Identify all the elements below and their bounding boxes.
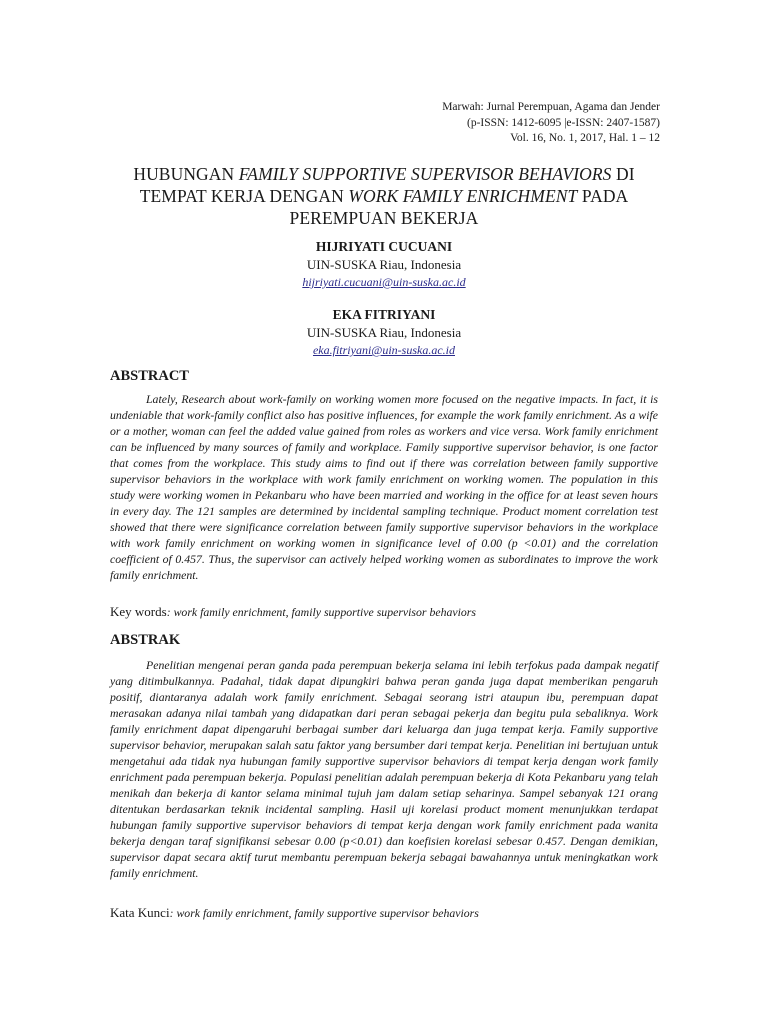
journal-header xyxy=(442,100,660,147)
abstrak-keywords xyxy=(110,904,658,922)
abstrak-heading: ABSTRAK xyxy=(110,632,181,648)
author-affiliation: UIN-SUSKA Riau, Indonesia xyxy=(306,257,462,272)
keywords-text: : work family enrichment, family supportive supervisor behaviors xyxy=(166,605,476,619)
title-part-1: HUBUNGAN xyxy=(133,164,239,184)
author-email[interactable]: hijriyati.cucuani@uin-suska.ac.id xyxy=(302,275,466,289)
abstract-keywords xyxy=(110,603,658,621)
author-1 xyxy=(0,238,768,291)
author-name: HIJRIYATI CUCUANI xyxy=(315,239,453,254)
author-email[interactable]: eka.fitriyani@uin-suska.ac.id xyxy=(312,343,455,357)
title-part-4: WORK FAMILY ENRICHMENT xyxy=(348,186,578,206)
journal-volume: Vol. 16, No. 1, 2017, Hal. 1 – 12 xyxy=(510,132,660,144)
title-part-5: PADA PEREMPUAN BEKERJA xyxy=(289,186,629,228)
title-part-2: FAMILY SUPPORTIVE SUPERVISOR BEHAVIORS xyxy=(238,164,612,184)
author-2 xyxy=(0,306,768,359)
keywords-label: Key words xyxy=(110,604,167,619)
keywords-text: : work family enrichment, family supportive supervisor behaviors xyxy=(169,906,479,920)
keywords-label: Kata Kunci xyxy=(110,905,170,920)
author-affiliation: UIN-SUSKA Riau, Indonesia xyxy=(306,325,462,340)
journal-name: Marwah: Jurnal Perempuan, Agama dan Jender xyxy=(442,101,660,113)
abstrak-text: Penelitian mengenai peran ganda pada perempuan bekerja selama ini lebih terfokus pada dampak negatif yang ditimbulkannya. Padahal, tidak dapat dipungkiri bahwa peran ganda juga dapat memberikan pengaruh positif, diantaranya adalah work family enrichment. Sebagai seorang istri ataupun ibu, perempuan dapat merasakan adanya nilai tambah yang didapatkan dari peran sebagai pekerja dan begitu pula sebaliknya. Work family enrichment dapat dipengaruhi berbagai sumber dari keluarga dan juga tempat kerja. Family supportive supervisor behavior, merupakan salah satu faktor yang bersumber dari tempat kerja. Penelitian ini bertujuan untuk mengetahui ada tidak nya hubungan family supportive supervisor behaviors di tempat kerja dengan work family enrichment pada perempuan bekerja. Populasi penelitian adalah perempuan bekerja di Kota Pekanbaru yang telah menikah dan bekerja di kantor selama minimal tujuh jam dalam setiap seharinya. Sampel sebanyak 121 orang ditentukan berdasarkan teknik incidental sampling. Hasil uji korelasi product moment menunjukkan terdapat hubungan family supportive supervisor behaviors di tempat kerja dengan work family enrichment pada wanita bekerja dengan taraf signifikansi sebesar 0.00 (p<0.01) dan koefisien korelasi sebesar 0.457. Dengan demikian, supervisor dapat secara aktif turut membantu perempuan bekerja sebagai bawahannya untuk meningkatkan work family enrichment. xyxy=(110,658,658,880)
author-name: EKA FITRIYANI xyxy=(332,307,436,322)
journal-issn: (p-ISSN: 1412-6095 |e-ISSN: 2407-1587) xyxy=(466,116,660,129)
title-part-3: DI TEMPAT KERJA DENGAN xyxy=(139,164,635,206)
abstract-heading: ABSTRACT xyxy=(110,368,189,384)
abstract-text: Lately, Research about work-family on working women more focused on the negative impacts. In fact, it is undeniable that work-family conflict also has positive influences, for example the work family enrichment. As a wife or a mother, woman can feel the added value gained from roles as workers and vice versa. Work family enrichment can be influenced by many sources of family and workplace. Family supportive supervisor behavior, is one factor that comes from the workplace. This study aims to find out if there was correlation between family supportive supervisor behaviors in the workplace with work family enrichment on working women. The population in this study were working women in Pekanbaru who have been married and working in the office for at least seven hours in every day. The 121 samples are determined by incidental sampling technique. Product moment correlation test showed that there were significance correlation between family supportive supervisor behaviors in the workplace with work family enrichment on working women in significance level of 0.00 (p <0.01) and the correlation coefficient of 0.457. Thus, the supervisor can actively helped working women as subordinates to improve the work family enrichment. xyxy=(110,392,658,582)
paper-title xyxy=(120,163,648,229)
